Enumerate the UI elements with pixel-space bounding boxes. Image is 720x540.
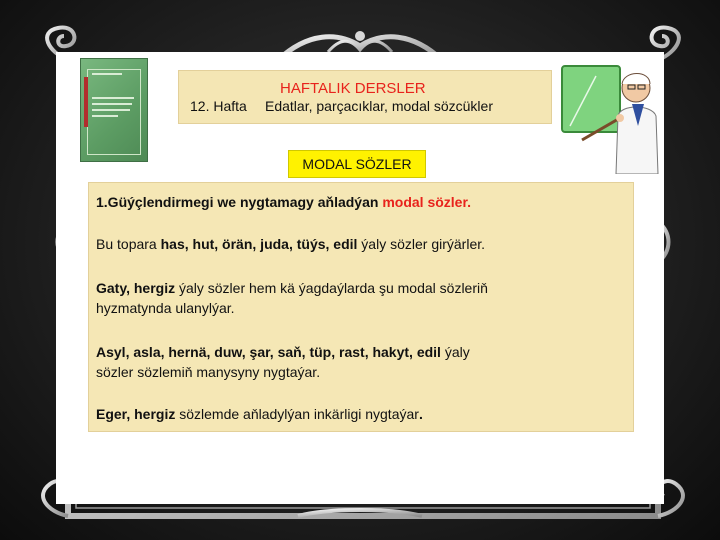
paragraph-3-words: Gaty, hergiz <box>96 280 176 296</box>
paragraph-4-text-b: ýaly <box>440 344 470 360</box>
paragraph-4 <box>96 342 616 382</box>
header-title: HAFTALIK DERSLER <box>280 80 426 97</box>
book-cover-icon <box>80 58 148 162</box>
header-box <box>178 70 552 124</box>
header-topic: Edatlar, parçacıklar, modal sözcükler <box>265 98 493 114</box>
paragraph-2-text-a: Bu topara <box>96 236 161 252</box>
paragraph-3 <box>96 278 616 318</box>
paragraph-1 <box>96 192 616 212</box>
paragraph-4-text-c: sözler sözlemiň manysyny nygtaýar. <box>96 364 321 380</box>
paragraph-2-words: has, hut, örän, juda, tüýs, edil <box>160 236 358 252</box>
paragraph-3-text-b: ýaly sözler hem kä ýagdaýlarda şu modal sözleriň <box>175 280 488 296</box>
paragraph-5-text-c: . <box>418 406 423 422</box>
header-week: 12. Hafta <box>190 98 247 114</box>
paragraph-5-words: Eger, hergiz <box>96 406 176 422</box>
paragraph-1-highlight: modal sözler. <box>378 194 472 210</box>
paragraph-5 <box>96 404 616 424</box>
paragraph-2-text-c: ýaly sözler girýärler. <box>357 236 486 252</box>
paragraph-2 <box>96 234 616 254</box>
paragraph-1-text: 1.Güýçlendirmegi we nygtamagy aňladýan <box>96 194 379 210</box>
paragraph-4-words: Asyl, asla, hernä, duw, şar, saň, tüp, rast, hakyt, edil <box>96 344 441 360</box>
paragraph-5-text-b: sözlemde aňladylýan inkärligi nygtaýar <box>175 406 419 422</box>
teacher-pointer-icon <box>560 56 664 174</box>
paragraph-3-text-c: hyzmatynda ulanylýar. <box>96 300 235 316</box>
section-label: MODAL SÖZLER <box>288 150 426 178</box>
